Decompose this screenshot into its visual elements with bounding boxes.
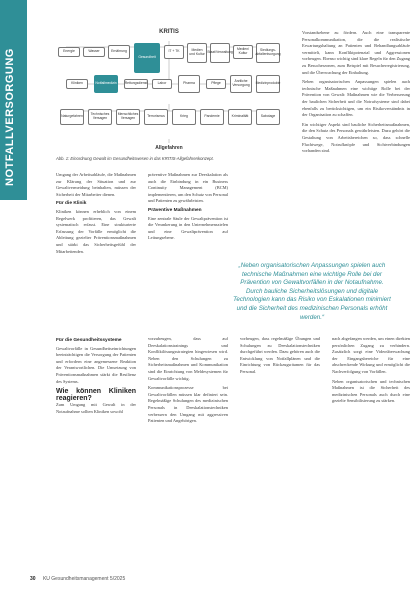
node-notfallmedizin: Notfallmedizin bbox=[94, 75, 118, 93]
node-abfall: Siedlungs-abfallentsorgung bbox=[256, 43, 280, 63]
node-medizinprodukte: Medizinprodukte bbox=[256, 75, 280, 93]
pull-quote: „Neben organisatorischen Anpassungen spielen auch technische Maßnahmen eine wichtige Rolle bei der Prävention von Gewaltvorfällen in der Notaufnahme. Durch bauliche Sicherheitslösungen und digitale Technologien kann das Risiko von Eskalationen minimiert und die Sicherheit des medizinischen Personals erhöht werden.“ bbox=[233, 262, 391, 321]
paragraph: Neben organisatorischen Anpassungen spielen auch technische Maßnahmen eine wichtige Rolle bei der Prävention von Gewalt: Maßnahmen wie die Verbesserung der baulichen Sicherheit und die Notrufsysteme sind dabei ebenfalls zu berücksichtigen, um ein Risikoverständnis in der Organisation zu schaffen. bbox=[302, 79, 410, 118]
paragraph: Kommunikationsprozesse bei Gewaltvorfällen müssen klar definiert sein. Regelmäßige Schulungen des medizinischen Personals in Deeskalationstechniken verbessern den Umgang mit aggressiven Patienten und Angehörigen. bbox=[148, 385, 228, 424]
page-number: 30 bbox=[30, 576, 36, 582]
node-krieg: Krieg bbox=[172, 109, 196, 125]
node-pharma: Pharma bbox=[178, 75, 200, 93]
paragraph: Kliniken können erheblich von einem Regelwerk profitieren, das Gewalt systematisch erfasst. Eine strukturierte Erfassung der Vorfälle ermöglicht die Ableitung gezielter Präventionsmaßnahmen und stärkt das Sicherheitsgefühl der Mitarbeitenden. bbox=[56, 208, 136, 254]
diagram-title: KRITIS bbox=[159, 29, 179, 35]
paragraph: vorbeugen, dass regelmäßige Übungen und Schulungen zu Deeskalationstechniken durchgeführt werden. Dazu gehören auch die Entwicklung von Notfallplänen und die Einrichtung von Rückzugsräumen für das Personal. bbox=[240, 336, 320, 374]
node-technisch: Technisches Versagen bbox=[88, 109, 112, 125]
node-labor: Labor bbox=[152, 79, 172, 89]
figure-caption: Abb. 1: Einordnung Gewalt im Gesundheitswesen in das KRITIS-Allgefahrenkonzept. bbox=[56, 156, 214, 161]
node-terrorismus: Terrorismus bbox=[144, 109, 168, 125]
column-a bbox=[56, 172, 136, 258]
subheading: Wie können Kliniken reagieren? bbox=[56, 388, 136, 402]
paragraph: vorzubeugen, dass auf Deeskalationstrainings und Konfliktlösungsstrategien hingewiesen wird. Neben den Schulungen zu Sicherheitsmaßnahmen und Kommunikation sind die Einrichtung von Meldesystemen für Gewaltvorfälle wichtig. bbox=[148, 336, 228, 381]
node-naturgefahren: Naturgefahren bbox=[60, 109, 84, 125]
page-footer bbox=[30, 576, 125, 582]
paragraph: Umgang der Arbeitsabläufe, die Maßnahmen zur Klärung der Situation und zur Gewaltvermeidung beinhalten, müssen der Sicherheit der Mitarbeiter dienen. bbox=[56, 172, 136, 197]
node-gesundheit: Gesundheit bbox=[134, 43, 160, 73]
node-kriminalitaet: Kriminalität bbox=[228, 109, 252, 125]
node-pandemie: Pandemie bbox=[200, 109, 224, 125]
diagram-footer: Allgefahren bbox=[155, 145, 183, 151]
paragraph: Vorstandsebene zu fördern. Auch eine transparente Personalkommunikation, die die realistische Erwartungshaltung an Patienten und Behandlungsabläufe vermittelt, kann Konfliktpotenzial und Aggressionen vorbeugen. Ebenso wichtig sind klare Regeln für den Zugang zu Besucherzonen, zum Beispiel mit Besucherregistrierung, und die Überwachung der Einhaltung. bbox=[302, 30, 410, 75]
node-energie: Energie bbox=[58, 47, 80, 57]
node-aerztliche: Ärztliche Versorgung bbox=[230, 75, 252, 93]
node-wasser: Wasser bbox=[83, 47, 105, 57]
node-pflege: Pflege bbox=[206, 79, 226, 89]
paragraph: Eine zentrale Säule der Gewaltprävention ist die Verankerung in den Unternehmenszielen und eine Gewaltprävention auf Leitungsebene. bbox=[148, 215, 228, 241]
node-medien: Medien und Kultur bbox=[187, 43, 207, 63]
paragraph: nach abgefangen werden, um einen direkten persönlichen Zugang zu verhindern. Zusätzlich sorgt eine Videoüberwachung der Eingangsbereiche für eine abschreckende Wirkung und ermöglicht die Nachverfolgung von Vorfällen. bbox=[332, 336, 410, 374]
right-column-top bbox=[302, 30, 410, 158]
section-heading: Präventive Maßnahmen bbox=[148, 207, 202, 213]
paragraph: Neben organisatorischen und technischen Maßnahmen ist die Sicherheit des medizinischen Personals auch durch eine gezielte Sensibilisierung zu stärken. bbox=[332, 378, 410, 404]
column-bottom-b bbox=[148, 336, 228, 428]
section-heading: Für die Klinik bbox=[56, 201, 87, 207]
column-bottom-c bbox=[240, 336, 320, 379]
node-staat: Staat/Verwaltung bbox=[210, 43, 230, 63]
section-label: NOTFALLVERSORGUNG bbox=[4, 48, 16, 186]
column-right-bottom bbox=[332, 336, 410, 408]
node-menschlich: Menschliches Versagen bbox=[116, 109, 140, 125]
paragraph: Ein wichtiger Aspekt sind bauliche Sicherheitsmaßnahmen, die den Schutz des Personals gewährleisten. Dazu gehört die Gestaltung von Arbeitsbereichen so, dass schnelle Fluchtwege, Notrufknöpfe und Sichtverbindungen vorhanden sind. bbox=[302, 121, 410, 154]
column-bottom-a bbox=[56, 336, 136, 419]
column-b bbox=[148, 172, 228, 245]
paragraph: Gewaltvorfälle in Gesundheitseinrichtungen beeinträchtigen die Versorgung der Patienten und erfordern eine angemessene Reaktion der Verantwortlichen. Die Umsetzung von Präventionsmaßnahmen stärkt die Resilienz des Systems. bbox=[56, 345, 136, 384]
node-ernaehrung: Ernährung bbox=[108, 45, 130, 59]
kritis-diagram bbox=[56, 29, 282, 151]
node-rettungsdienst: Rettungsdienst bbox=[124, 79, 148, 89]
journal-name: KU Gesundheitsmanagement 5/2025 bbox=[42, 576, 126, 582]
paragraph: präventive Maßnahmen zur Deeskalation als auch die Einbindung in ein Business Continuity Management (BCM) implementieren, um den Schutz von Personal und Patienten zu gewährleisten. bbox=[148, 172, 228, 204]
node-it-tk: IT + TK bbox=[164, 45, 184, 59]
node-sabotage: Sabotage bbox=[256, 109, 280, 125]
node-kultur: Medien/ Kultur bbox=[233, 45, 253, 59]
node-kliniken: Kliniken bbox=[66, 79, 88, 89]
paragraph: Zum Umgang mit Gewalt in der Notaufnahme sollten Kliniken sowohl bbox=[56, 402, 136, 414]
section-heading: Für die Gesundheitssysteme bbox=[56, 338, 122, 343]
